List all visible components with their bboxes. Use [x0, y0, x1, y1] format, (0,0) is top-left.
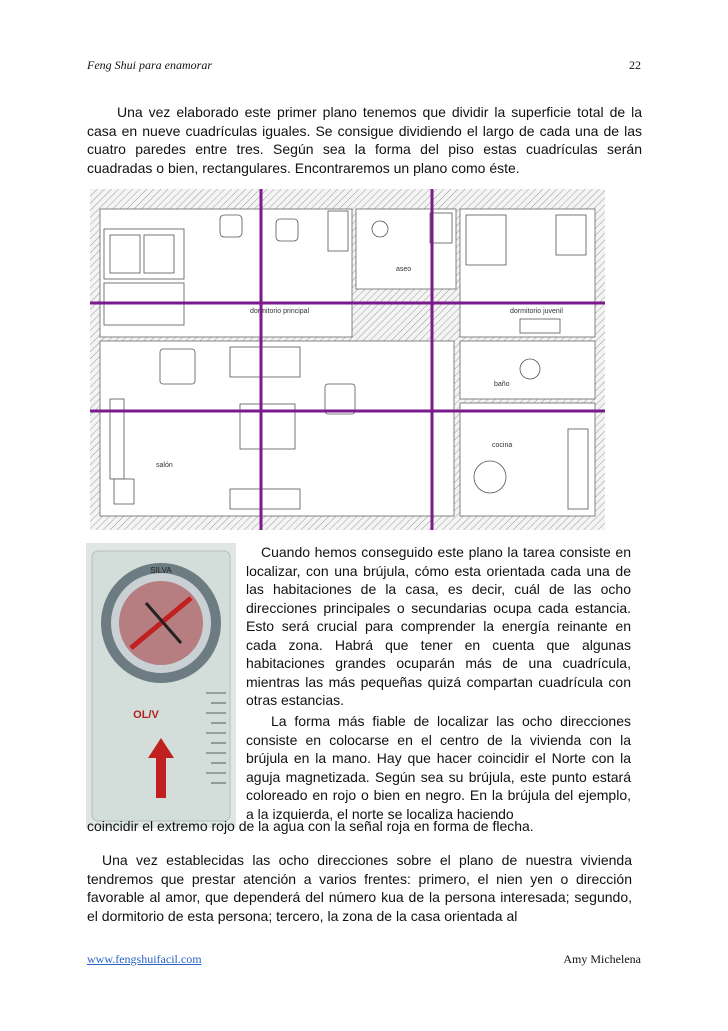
- label-salon: salón: [156, 462, 173, 469]
- paragraph-compass-intro: Cuando hemos conseguido este plano la tarea consiste en localizar, con una brújula, cómo esta orientada cada una de las habitaciones de la casa, es decir, cuál de las ocho direcciones principales o secundarias ocupa cada estancia. Esto será crucial para comprender la energía reinante en cada zona. Habrá que tener en cuenta que algunas habitaciones grandes ocuparán más de una cuadrícula, mientras las más pequeñas quizá compartan cuadrícula con otras estancias.: [246, 544, 631, 708]
- page-number: 22: [629, 58, 641, 72]
- author-name: Amy Michelena: [563, 952, 641, 966]
- paragraph-compass-method-end: coincidir el extremo rojo de la agua con la señal roja en forma de flecha.: [87, 818, 534, 834]
- page-header: [87, 58, 641, 78]
- label-aseo: aseo: [396, 266, 412, 273]
- floor-plan-image: [90, 189, 605, 530]
- label-dormitorio-principal: dormitorio principal: [250, 308, 310, 315]
- compass-photo: [86, 543, 236, 828]
- label-cocina: cocina: [492, 442, 513, 449]
- paragraph-compass-method: La forma más fiable de localizar las ocho direcciones consiste en colocarse en el centro de la vivienda con la brújula en la mano. Hay que hacer coincidir el Norte con la aguja magnetizada. Según sea su brújula, este punto estará coloreado en rojo o bien en negro. En la brújula del ejemplo, a la izquierda, el norte se localiza haciendo: [246, 713, 631, 822]
- paragraph-directions: Una vez establecidas las ocho direcciones sobre el plano de nuestra vivienda tendremos que prestar atención a varios frentes: primero, el nien yen o dirección favorable al amor, que dependerá del número kua de la persona interesada; segundo, el dormitorio de esta persona; tercero, la zona de la casa orientada al: [87, 852, 632, 924]
- page-footer: [87, 952, 641, 970]
- label-bano: baño: [494, 381, 510, 388]
- compass-brand: OL/V: [133, 709, 159, 721]
- website-link[interactable]: www.fengshuifacil.com: [87, 952, 202, 966]
- compass-brand-top: SILVA: [150, 566, 172, 575]
- label-dormitorio-juvenil: dormitorio juvenil: [510, 308, 563, 315]
- document-title: Feng Shui para enamorar: [87, 58, 212, 72]
- paragraph-intro: Una vez elaborado este primer plano tenemos que dividir la superficie total de la casa en nueve cuadrículas iguales. Se consigue dividiendo el largo de cada una de las cuatro paredes entre tres. Según sea la forma del piso estas cuadrículas serán cuadradas o bien, rectangulares. Encontraremos un plano como éste.: [87, 104, 642, 176]
